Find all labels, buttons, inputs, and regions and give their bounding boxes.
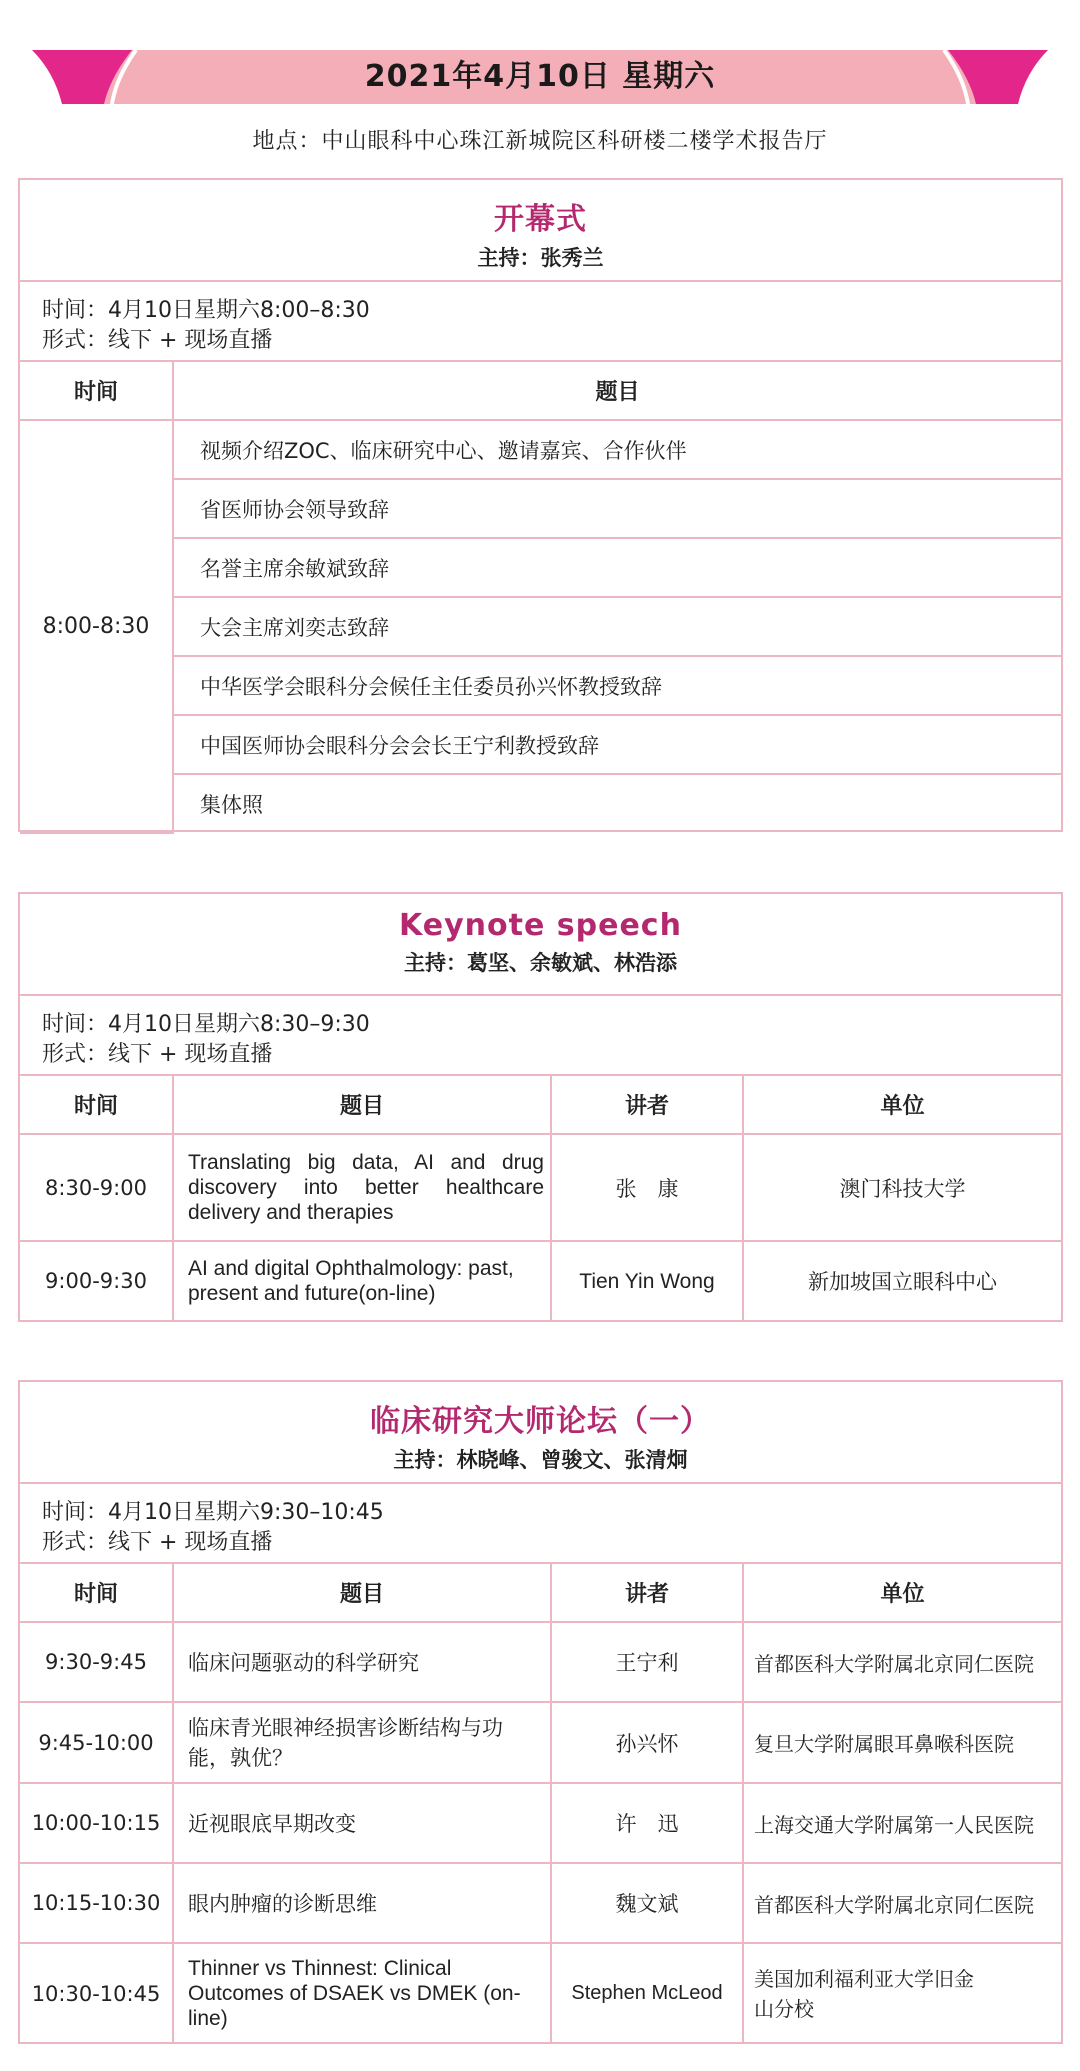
keynote-table-header	[20, 1076, 1061, 1134]
keynote-section	[18, 892, 1063, 1322]
table-row	[20, 1134, 1061, 1241]
forum-time-line: 时间：4月10日星期六9:30–10:45	[42, 1500, 384, 1525]
topic-cell: 中国医师协会眼科分会会长王宁利教授致辞	[173, 715, 1061, 774]
table-row	[20, 1863, 1061, 1943]
forum-table	[20, 1564, 1061, 2043]
keynote-format-line: 形式：线下 + 现场直播	[42, 1042, 273, 1067]
topic-cell: Translating big data, AI and drug discovery into better healthcare delivery and therapies	[173, 1134, 551, 1241]
topic-cell: Thinner vs Thinnest: Clinical Outcomes of DSAEK vs DMEK (on-line)	[173, 1943, 551, 2043]
topic-cell: 临床青光眼神经损害诊断结构与功能，孰优？	[173, 1702, 551, 1783]
opening-title: 开幕式	[494, 202, 587, 237]
speaker-cell: 张 康	[551, 1134, 743, 1241]
topic-cell: 名誉主席余敏斌致辞	[173, 538, 1061, 597]
table-row	[20, 774, 1061, 833]
date-title: 2021年4月10日 星期六	[364, 59, 716, 94]
table-row	[20, 1943, 1061, 2043]
venue-text: 地点：中山眼科中心珠江新城院区科研楼二楼学术报告厅	[252, 129, 828, 154]
col-time-header: 时间	[20, 1076, 173, 1134]
opening-header	[20, 180, 1061, 282]
unit-cell: 澳门科技大学	[743, 1134, 1061, 1241]
topic-cell: AI and digital Ophthalmology: past, present and future(on-line)	[173, 1241, 551, 1320]
speaker-cell: 许 迅	[551, 1783, 743, 1863]
col-unit-header: 单位	[743, 1564, 1061, 1622]
col-speaker-header: 讲者	[551, 1076, 743, 1134]
forum-section	[18, 1380, 1063, 2044]
table-row	[20, 656, 1061, 715]
table-row	[20, 1241, 1061, 1320]
table-row	[20, 1622, 1061, 1702]
forum-title: 临床研究大师论坛（一）	[370, 1404, 711, 1439]
forum-info	[20, 1484, 1061, 1564]
opening-table-header	[20, 362, 1061, 420]
speaker-cell: 魏文斌	[551, 1863, 743, 1943]
topic-cell: 省医师协会领导致辞	[173, 479, 1061, 538]
col-time-header: 时间	[20, 1564, 173, 1622]
table-row	[20, 1702, 1061, 1783]
time-cell: 10:15-10:30	[20, 1863, 173, 1943]
unit-cell: 复旦大学附属眼耳鼻喉科医院	[743, 1702, 1061, 1783]
table-row	[20, 597, 1061, 656]
opening-info	[20, 282, 1061, 362]
topic-cell: 视频介绍ZOC、临床研究中心、邀请嘉宾、合作伙伴	[173, 420, 1061, 479]
speaker-cell: Tien Yin Wong	[551, 1241, 743, 1320]
keynote-time-line: 时间：4月10日星期六8:30–9:30	[42, 1012, 370, 1037]
table-row	[20, 715, 1061, 774]
opening-table	[20, 362, 1061, 834]
speaker-cell: Stephen McLeod	[551, 1943, 743, 2043]
unit-cell: 首都医科大学附属北京同仁医院	[743, 1622, 1061, 1702]
col-topic-header: 题目	[173, 362, 1061, 420]
forum-header	[20, 1382, 1061, 1484]
forum-host: 主持：林晓峰、曾骏文、张清炯	[393, 1448, 688, 1472]
forum-format-line: 形式：线下 + 现场直播	[42, 1530, 273, 1555]
time-cell: 10:00-10:15	[20, 1783, 173, 1863]
time-cell: 9:45-10:00	[20, 1702, 173, 1783]
table-row	[20, 538, 1061, 597]
table-row	[20, 420, 1061, 479]
topic-cell: 临床问题驱动的科学研究	[173, 1622, 551, 1702]
unit-cell: 首都医科大学附属北京同仁医院	[743, 1863, 1061, 1943]
opening-time-line: 时间：4月10日星期六8:00–8:30	[42, 298, 370, 323]
opening-section	[18, 178, 1063, 832]
topic-cell: 大会主席刘奕志致辞	[173, 597, 1061, 656]
keynote-host: 主持：葛坚、余敏斌、林浩添	[404, 951, 677, 975]
keynote-info	[20, 996, 1061, 1076]
keynote-table	[20, 1076, 1061, 1320]
col-topic-header: 题目	[173, 1076, 551, 1134]
time-cell: 8:30-9:00	[20, 1134, 173, 1241]
unit-cell: 美国加利福利亚大学旧金山分校	[743, 1943, 1061, 2043]
time-cell: 9:30-9:45	[20, 1622, 173, 1702]
opening-format-line: 形式：线下 + 现场直播	[42, 328, 273, 353]
table-row	[20, 479, 1061, 538]
topic-cell: 集体照	[173, 774, 1061, 833]
date-banner	[32, 48, 1048, 106]
topic-cell: 中华医学会眼科分会候任主任委员孙兴怀教授致辞	[173, 656, 1061, 715]
col-unit-header: 单位	[743, 1076, 1061, 1134]
unit-cell: 上海交通大学附属第一人民医院	[743, 1783, 1061, 1863]
keynote-title: Keynote speech	[399, 908, 682, 943]
table-row	[20, 1783, 1061, 1863]
time-cell: 10:30-10:45	[20, 1943, 173, 2043]
col-speaker-header: 讲者	[551, 1564, 743, 1622]
forum-table-header	[20, 1564, 1061, 1622]
speaker-cell: 孙兴怀	[551, 1702, 743, 1783]
topic-cell: 近视眼底早期改变	[173, 1783, 551, 1863]
opening-time-cell: 8:00-8:30	[20, 420, 173, 833]
unit-cell: 新加坡国立眼科中心	[743, 1241, 1061, 1320]
col-time-header: 时间	[20, 362, 173, 420]
col-topic-header: 题目	[173, 1564, 551, 1622]
speaker-cell: 王宁利	[551, 1622, 743, 1702]
opening-host: 主持：张秀兰	[477, 246, 604, 270]
time-cell: 9:00-9:30	[20, 1241, 173, 1320]
keynote-header	[20, 894, 1061, 996]
topic-cell: 眼内肿瘤的诊断思维	[173, 1863, 551, 1943]
